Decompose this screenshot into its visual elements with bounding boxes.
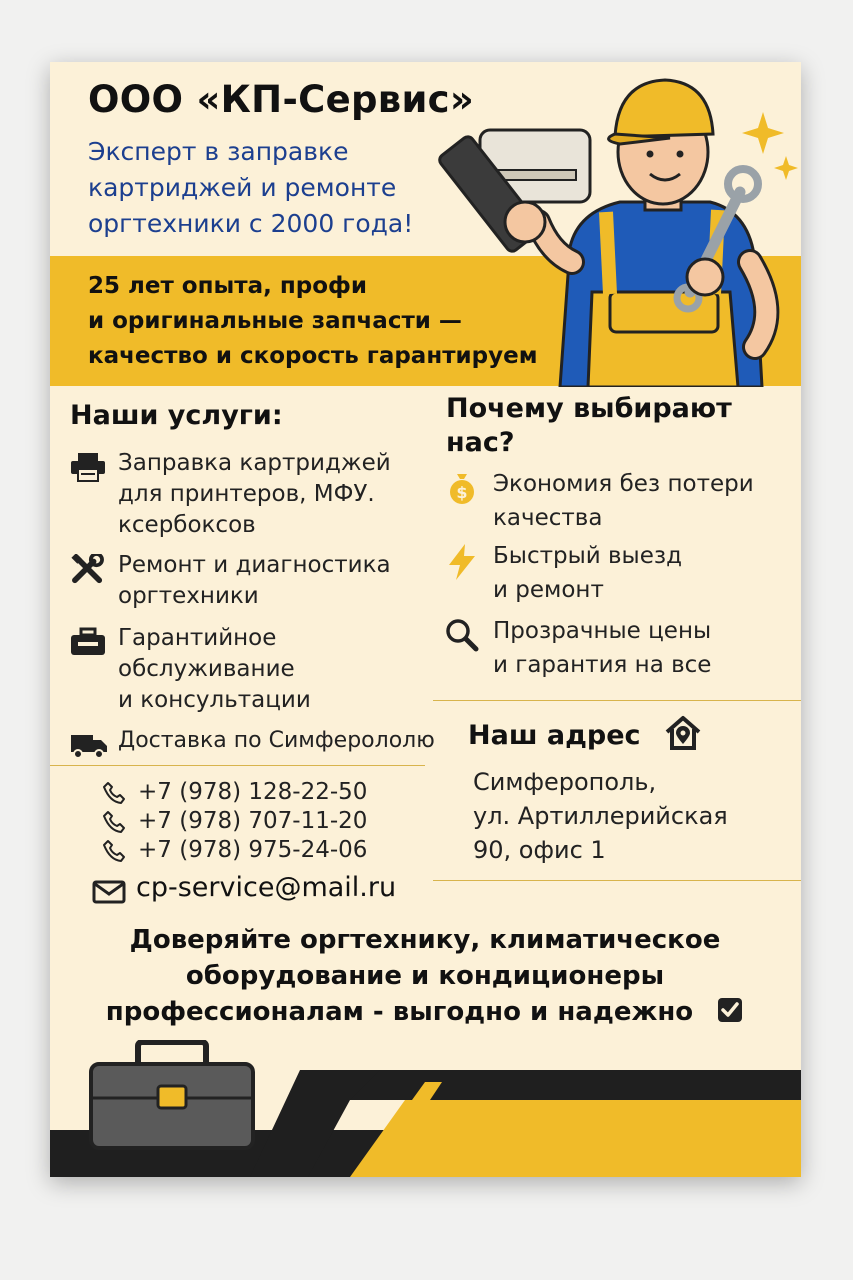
email-address[interactable]: cp-service@mail.ru [136,872,397,903]
phone-number[interactable]: +7 (978) 707-11-20 [138,808,368,834]
phone-icon [102,839,126,863]
address-line: ул. Артиллерийская [473,802,728,830]
service-line: Ремонт и диагностика [118,552,391,578]
address-text [473,765,783,867]
toolbox-illustration [88,1040,256,1152]
service-line: ксербоксов [118,512,256,538]
phone-icon [102,781,126,805]
address-line: Симферополь, [473,768,657,796]
trust-line: Доверяйте оргтехнику, климатическое [129,925,721,955]
toolbox-icon [70,627,106,657]
service-line: Гарантийное [118,625,277,651]
why-title-line: нас? [446,427,515,458]
service-text [118,623,428,716]
company-name: ООО «КП-Сервис» [88,78,475,121]
phone-number[interactable]: +7 (978) 128-22-50 [138,779,368,805]
service-text [118,725,435,756]
why-line: качества [493,505,603,531]
svg-text:$: $ [456,483,468,502]
trust-line-last [80,994,770,1030]
checkbox-checked-icon [716,996,744,1024]
service-line: и консультации [118,687,311,713]
divider [433,880,801,881]
service-line: Доставка по Симферололю [118,728,435,753]
envelope-icon [92,880,126,904]
service-line: Заправка картриджей [118,450,391,476]
phone-icon [102,810,126,834]
trust-line: профессионалам - выгодно и надежно [105,997,694,1027]
service-line: обслуживание [118,656,295,682]
why-line: Быстрый выезд [493,543,682,569]
trust-statement [80,922,770,1030]
service-text [118,448,428,541]
magnifier-icon [445,618,479,652]
services-title: Наши услуги: [70,400,283,431]
service-line: для принтеров, МФУ. [118,481,375,507]
banner-line: качество и скорость гарантируем [88,343,538,369]
why-text [493,467,793,535]
why-text [493,614,793,680]
divider [50,765,425,766]
service-text [118,550,428,612]
divider [433,700,801,701]
truck-icon [70,731,108,761]
phone-number[interactable]: +7 (978) 975-24-06 [138,837,368,863]
trust-line: оборудование и кондиционеры [185,961,665,991]
why-title [446,392,732,460]
lightning-icon [445,543,479,581]
tagline-line: Эксперт в заправке [88,137,349,166]
why-line: Прозрачные цены [493,618,712,644]
printer-icon [70,452,106,482]
address-line: 90, офис 1 [473,836,606,864]
banner-text [88,269,538,374]
tagline-line: оргтехники с 2000 года! [88,209,414,238]
why-title-line: Почему выбирают [446,393,732,424]
address-title-text: Наш адрес [468,720,641,751]
tagline-line: картриджей и ремонте [88,173,397,202]
service-line: оргтехники [118,583,259,609]
company-tagline [88,134,448,242]
flyer [50,62,801,1177]
why-line: и ремонт [493,577,604,603]
why-text [493,539,793,607]
home-location-icon [664,714,702,752]
why-line: Экономия без потери [493,471,754,497]
banner-line: и оригинальные запчасти — [88,308,462,334]
tools-icon [70,554,106,584]
money-bag-icon [445,471,479,505]
banner-line: 25 лет опыта, профи [88,273,367,299]
address-title [468,720,641,751]
why-line: и гарантия на все [493,652,712,678]
